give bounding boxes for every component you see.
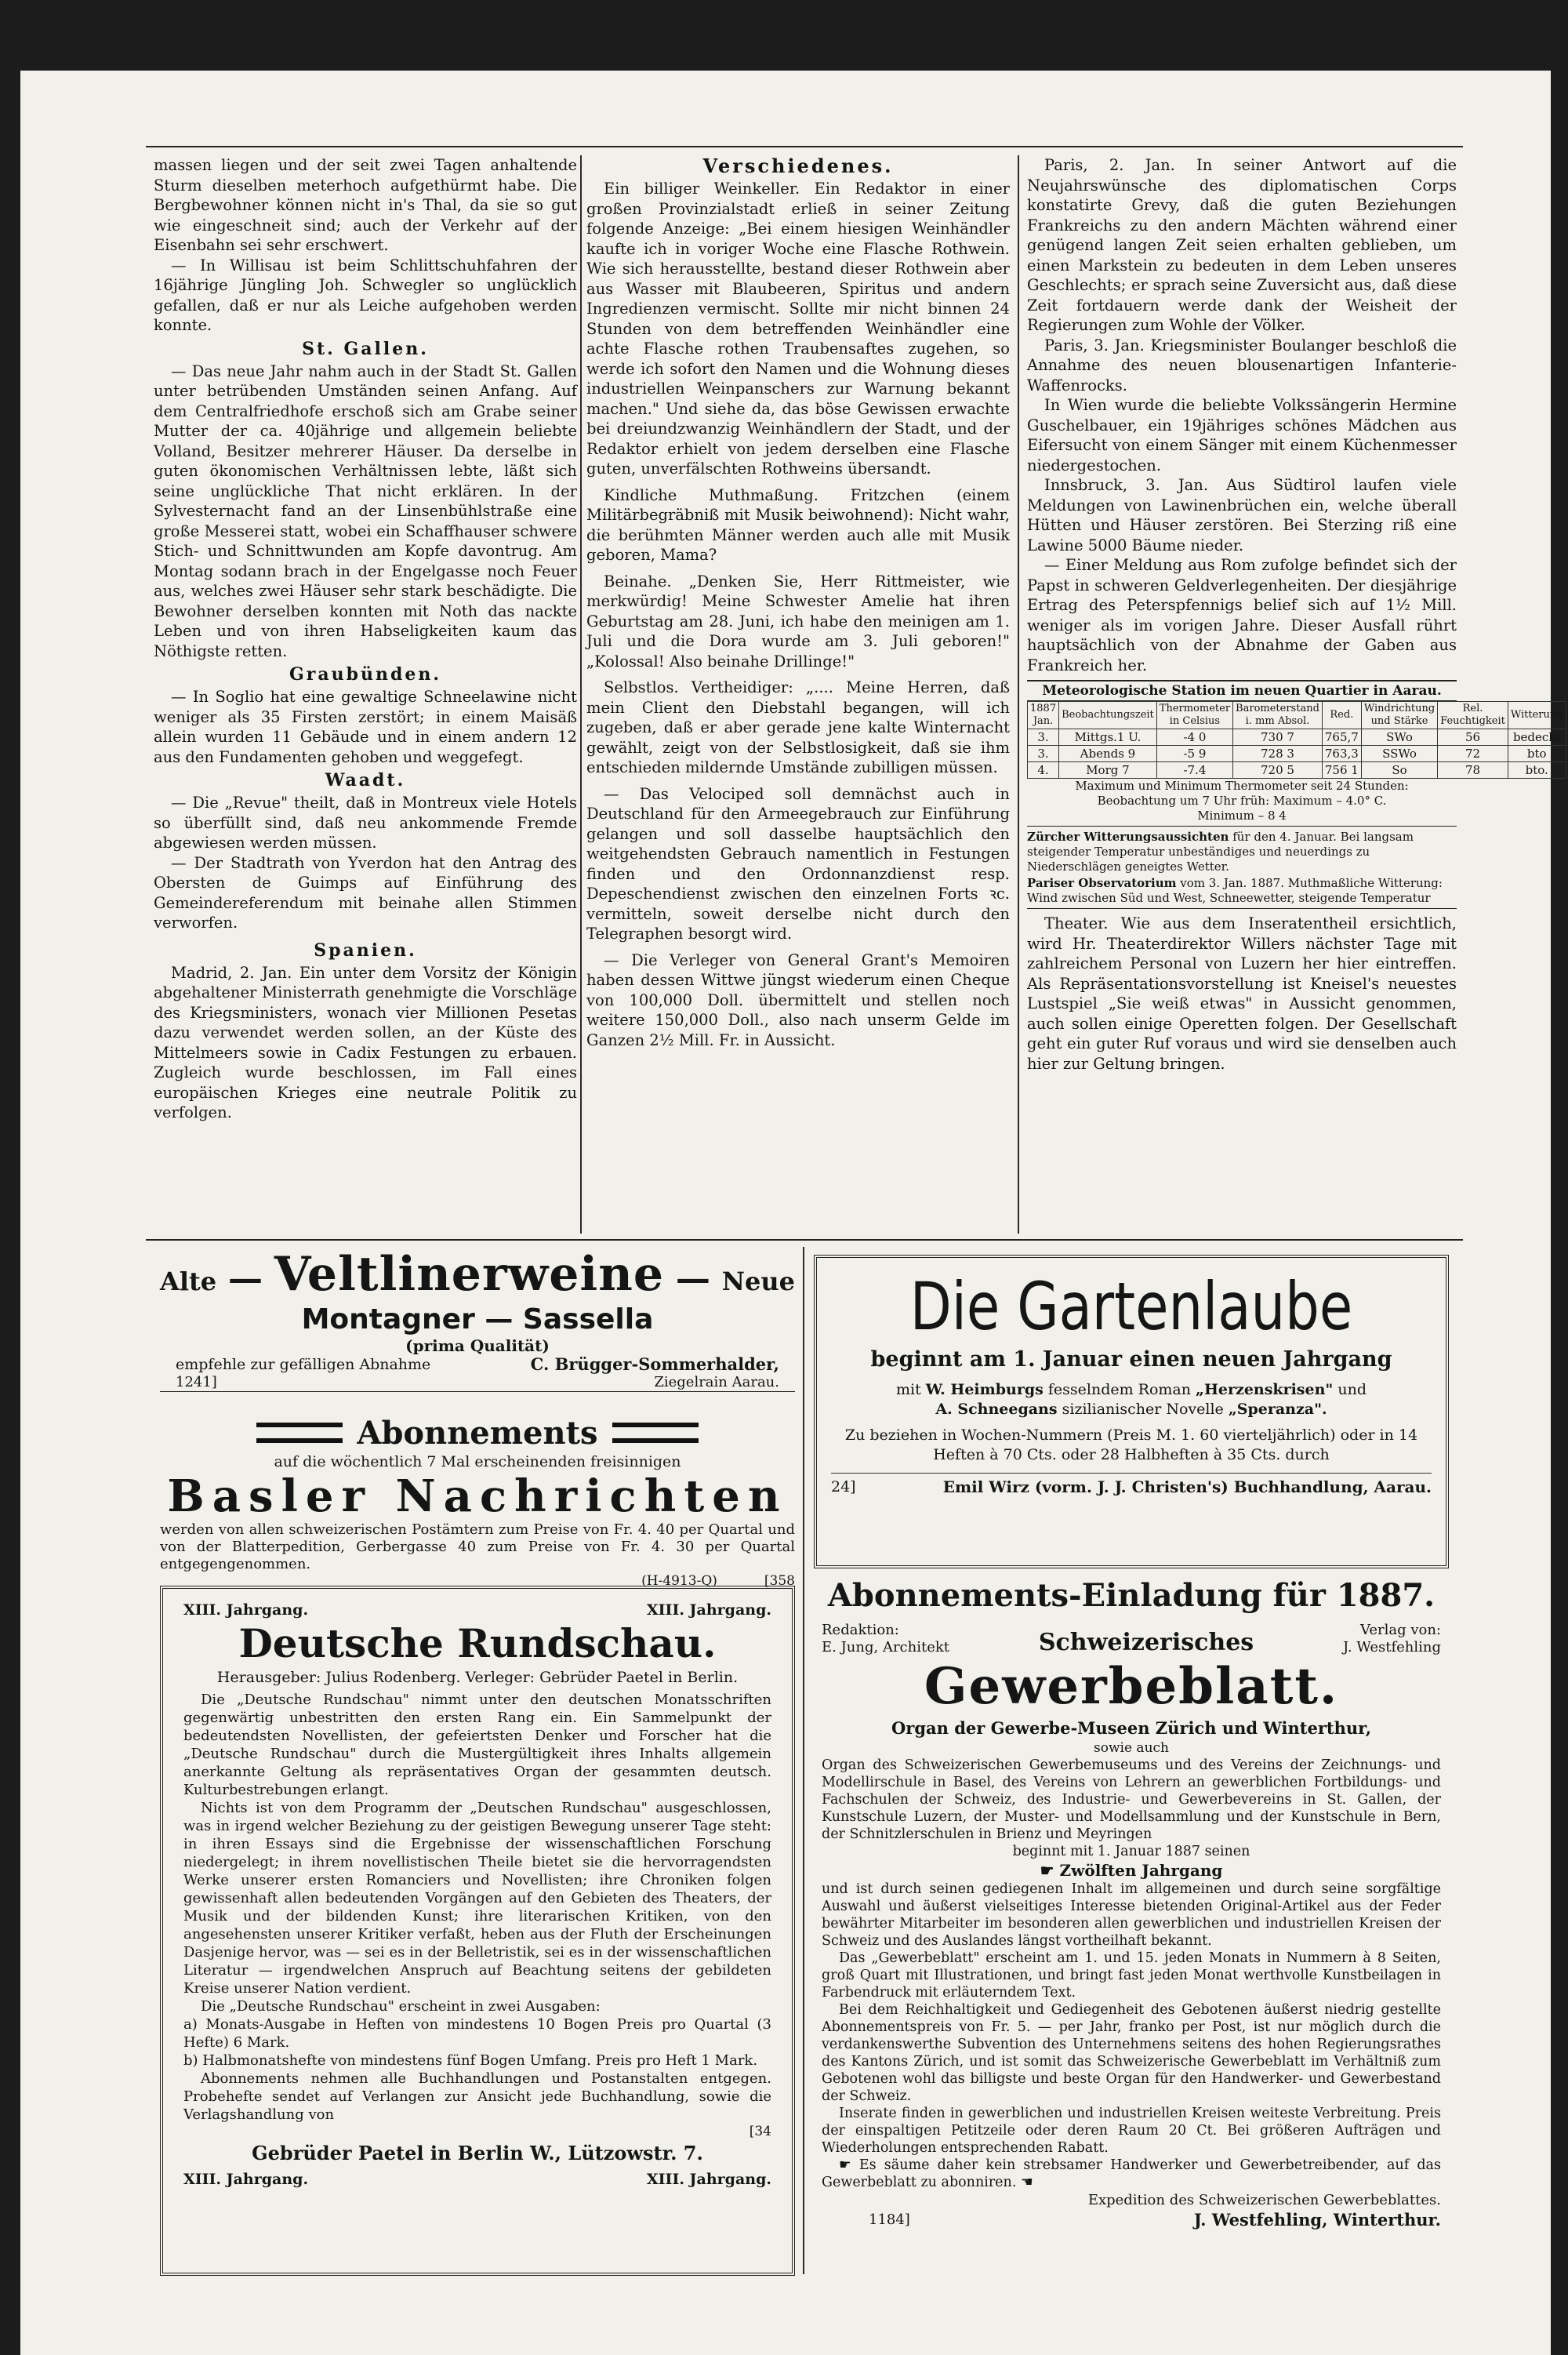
paris-observatory-text: vom 3. Jan. 1887. Muthmaßliche Witterung: Wind zwischen Süd und West, Schneewetter, steigende Temperatur — [1027, 876, 1443, 905]
ad-gartenlaube — [814, 1255, 1449, 1568]
rundschau-edition-a: a) Monats-Ausgabe in Heften von mindestens 10 Bogen Preis pro Quartal (3 Hefte) 6 Mark. — [183, 2016, 771, 2051]
weather-note: Beobachtung um 7 Uhr früh: Maximum – 4.0° C. — [1097, 794, 1387, 808]
pointing-hand-icon: ☛ — [1040, 1861, 1060, 1880]
rundschau-year: XIII. Jahrgang. — [646, 2171, 771, 2188]
gewerbe-content: und ist durch seinen gediegenen Inhalt im allgemeinen und durch seine sorgfältige Auswahl und äußerst vielseitiges Interesse bietenden Original-Artikel aus der Feder bewährter Mitarbeiter im besonderen allen gewerblichen und industriellen Kreisen der Schweiz und des Auslandes längst vortheilhaft bekannt. — [822, 1881, 1441, 1949]
weather-cell: Abends 9 — [1059, 746, 1157, 762]
gewerbe-swiss: Schweizerisches — [1038, 1629, 1254, 1656]
column-divider — [580, 155, 582, 1234]
veltliner-address: Ziegelrain Aarau. — [654, 1374, 779, 1390]
veltliner-title-row — [160, 1247, 795, 1303]
article-theater: Theater. Wie aus dem Inseratentheil ersichtlich, wird Hr. Theaterdirektor Willers nächster Tage mit zahlreichem Personal von Luzern her hier eintreffen. Als Repräsentationsvorstellung ist Kneisel's neuestes Lustspiel „Sie weiß etwas" in Aussicht genommen, auch sollen einige Operetten folgen. Der Gesellschaft geht ein guter Ruf voraus und wird sie denselben auch hier zur Geltung bringen. — [1027, 914, 1457, 1073]
veltliner-quality: (prima Qualität) — [405, 1336, 550, 1355]
gewerbe-organ: Organ der Gewerbe-Museen Zürich und Winterthur, — [891, 1718, 1372, 1738]
rundschau-year: XIII. Jahrgang. — [646, 1601, 771, 1619]
weather-cell: -7.4 — [1156, 762, 1232, 779]
basler-code: (H-4913-Q) — [641, 1573, 717, 1589]
veltliner-dash: — — [228, 1259, 263, 1299]
section-heading-stgallen: St. Gallen. — [302, 338, 429, 359]
rundschau-top-years — [183, 1601, 771, 1619]
gewerbe-title: Gewerbeblatt. — [924, 1657, 1339, 1716]
article-velociped: — Das Velociped soll demnächst auch in Deutschland für den Armeegebrauch zur Einführung gelangen und soll dasselbe hauptsächlich den weitgehendsten Gebrauch namentlich in Festungen finden und den Ordonnanzdienst resp. Depeschendienst zwischen den einzelnen Forts ꝛc. vermitteln, soweit derselbe nicht durch den Telegraphen besorgt wird. — [586, 784, 1010, 943]
weather-cell: So — [1361, 762, 1437, 779]
weather-cell: 763,3 — [1322, 746, 1361, 762]
weather-cell: SSWo — [1361, 746, 1437, 762]
column-3 — [1027, 155, 1563, 1214]
pointing-hand-icon: ☛ — [839, 2157, 859, 2173]
article-willisau: — In Willisau ist beim Schlittschuhfahren der 16jährige Jüngling Joh. Schwegler so unglücklich gefallen, daß er nur als Leiche aufgehoben werden konnte. — [154, 256, 577, 334]
veltliner-varieties: Montagner — Sassella — [301, 1303, 654, 1336]
section-heading-verschiedenes: Verschiedenes. — [702, 154, 894, 177]
article-beinahe: Beinahe. „Denken Sie, Herr Rittmeister, wie merkwürdig! Meine Schwester Amelie hat ihren Geburtstag am 28. Juni, ich habe den meinigen am 1. Juli und die Dora wurde am 3. Juli geboren!" „Kolossal! Also beinahe Drillinge!" — [586, 572, 1010, 671]
weather-cell: SWo — [1361, 729, 1437, 746]
ad-basler-nachrichten — [160, 1413, 795, 1589]
rundschau-bottom-years — [183, 2171, 771, 2188]
veltliner-title: Veltlinerweine — [274, 1247, 665, 1302]
weather-cell: 730 7 — [1233, 729, 1323, 746]
gewerbe-call-to-action-text: Es säume daher kein strebsamer Handwerker und Gewerbetreibender, auf das Gewerbeblatt zu abonniren. — [822, 2157, 1441, 2190]
weather-cell: 765,7 — [1322, 729, 1361, 746]
weather-cell: bto — [1508, 746, 1566, 762]
gewerbe-editor — [822, 1622, 949, 1656]
rundschau-year: XIII. Jahrgang. — [183, 1601, 309, 1619]
gewerbe-publisher-label: Verlag von: — [1360, 1622, 1441, 1638]
veltliner-seller: C. Brügger-Sommerhalder, — [530, 1354, 779, 1374]
rundschau-program: Nichts ist von dem Programm der „Deutschen Rundschau" ausgeschlossen, was in irgend welcher Beziehung zu der geistigen Bewegung unserer Tage steht: in ihren Essays sind die Ergebnisse der wissenschaftlichen Forschung niedergelegt; in ihrem novellistischen Theile bietet sie die hervorragendsten Werke unserer ersten Romanciers und Novellisten; ihre Chroniken folgen gewissenhaft allen bedeutenden Vorgängen auf den Gebieten des Theaters, der Musik und der bildenden Kunst; ihre literarischen Kritiken, von den angesehensten unserer Kritiker verfaßt, heben aus der Fluth der Erscheinungen Dasjenige hervor, was — sei es in der Belletristik, sei es in der wissenschaftlichen Literatur — irgendwelchen Anspruch auf Beachtung seitens der gebildeten Kreise unserer Nation verdient. — [183, 1800, 771, 1997]
gartenlaube-text: sizilianischer Novelle — [1062, 1401, 1224, 1418]
rundschau-title: Deutsche Rundschau. — [238, 1620, 717, 1666]
weather-row — [1028, 729, 1566, 746]
gartenlaube-new-volume: beginnt am 1. Januar einen neuen Jahrgang — [870, 1347, 1392, 1372]
gewerbe-invitation-heading: Abonnements-Einladung für 1887. — [827, 1577, 1436, 1614]
top-rule — [146, 146, 1463, 147]
rundschau-editions-intro: Die „Deutsche Rundschau" erscheint in zwei Ausgaben: — [201, 1998, 601, 2015]
article-muthmassung: Kindliche Muthmaßung. Fritzchen (einem Militärbegräbniß mit Musik beiwohnend): Nicht wahr, die berühmten Männer werden auch alle mit Musik geboren, Mama? — [586, 485, 1010, 564]
weather-cell: 78 — [1438, 762, 1508, 779]
weather-header-cell: Thermometer in Celsius — [1156, 702, 1232, 729]
gewerbe-call-to-action — [822, 2157, 1441, 2191]
weather-header-cell: Windrichtung und Stärke — [1361, 702, 1437, 729]
gartenlaube-title: Die Gartenlaube — [909, 1268, 1353, 1345]
gewerbe-expedition: Expedition des Schweizerischen Gewerbeblattes. — [1087, 2192, 1441, 2208]
article-paris-1: Paris, 2. Jan. In seiner Antwort auf die Neujahrswünsche des diplomatischen Corps konstatirte Grevy, daß die guten Beziehungen Frankreichs zu den andern Mächten während einer genügend langen Zeit seien erhalten geblieben, um einen Markstein zu bedeuten in dem Leben unseres Geschlechts; er sprach seine Zuversicht aus, daß diese Zeit fortdauern werde dank der Weisheit der Regierungen zum Wohle der Völker. — [1027, 156, 1457, 334]
gartenlaube-pricing: Zu beziehen in Wochen-Nummern (Preis M. 1. 60 vierteljährlich) oder in 14 Heften à 70 Cts. oder 28 Halbheften à 35 Cts. durch — [844, 1426, 1418, 1463]
veltliner-neue: Neue — [721, 1267, 795, 1296]
article-weinkeller: Ein billiger Weinkeller. Ein Redaktor in einer großen Provinzialstadt erließ in seiner Zeitung folgende Anzeige: „Bei einem hiesigen Weinhändler kaufte ich in voriger Woche eine Flasche Rothwein. Wie sich herausstellte, bestand dieser Rothwein aber aus Wasser mit Blaubeeren, Spiritus und andern Ingredienzen vermischt. Sollte mir nicht binnen 24 Stunden von dem betreffenden Weinhändler eine achte Flasche rothen Traubensaftes zugehen, so werde ich sofort den Namen und die Wohnung dieses industriellen Weinpanschers zur Warnung bekannt machen." Und siehe da, das böse Gewissen erwachte bei dreiundzwanzig Weinhändlern der Stadt, und der Redaktor erhielt von jedem derselben eine Flasche guten, unverfälschten Rothweins übersandt. — [586, 180, 1010, 478]
veltliner-seller-row — [160, 1355, 795, 1374]
rundschau-intro: Die „Deutsche Rundschau" nimmt unter den deutschen Monatsschriften gegenwärtig unbestritten den ersten Rang ein. Ein Sammelpunkt der bedeutendsten Novellisten, der gefeiertsten Denker und Forscher hat die „Deutsche Rundschau" durch die Mustergültigkeit ihres Inhalts allgemein anerkannte Geltung als repräsentatives Organ der gesammten deutsch. Kulturbestrebungen erlangt. — [183, 1692, 771, 1798]
section-heading-spanien: Spanien. — [314, 939, 417, 961]
weather-row — [1028, 746, 1566, 762]
basler-intro: auf die wöchentlich 7 Mal erscheinenden freisinnigen — [274, 1453, 681, 1470]
section-heading-graubuenden: Graubünden. — [289, 664, 442, 685]
weather-cell: -5 9 — [1156, 746, 1232, 762]
gewerbe-price: Bei dem Reichhaltigkeit und Gediegenheit des Gebotenen äußerst niedrig gestellte Abonnementspreis von Fr. 5. — per Jahr, franko per Post, ist nur möglich durch die verdankenswerthe Subvention des Unternehmens seitens des hohen Regierungsrathes des Kantons Zürich, und ist somit das Schweizerische Gewerbeblatt im Verhältniß zum Gebotenen wohl das billigste und beste Organ für den Handwerker- und Gewerbestand der Schweiz. — [822, 2002, 1441, 2104]
gewerbe-firm: J. Westfehling, Winterthur. — [1193, 2210, 1441, 2230]
weather-header-cell: Rel. Feuchtigkeit — [1438, 702, 1508, 729]
rundschau-editors: Herausgeber: Julius Rodenberg. Verleger: Gebrüder Paetel in Berlin. — [216, 1669, 739, 1686]
article-montreux: — Die „Revue" theilt, daß in Montreux viele Hotels so überfüllt sind, daß neu ankommende Fremde abgewiesen werden müssen. — [154, 794, 577, 852]
ad-number: 1241] — [176, 1374, 217, 1390]
weather-cell: 720 5 — [1233, 762, 1323, 779]
basler-abonnements-title: Abonnements — [357, 1414, 598, 1452]
gartenlaube-novel-1: „Herzenskrisen" — [1196, 1381, 1334, 1398]
weather-cell: 72 — [1438, 746, 1508, 762]
weather-cell: bedeckt — [1508, 729, 1566, 746]
column-2 — [586, 155, 1010, 1237]
article-text: massen liegen und der seit zwei Tagen anhaltende Sturm dieselben meterhoch aufgethürmt habe. Die Bergbewohner können nicht in's Thal, da sie so gut wie eingeschneit sind; auch der Verkehr auf der Eisenbahn sei sehr erschwert. — [154, 156, 577, 254]
weather-note: Maximum und Minimum Thermometer seit 24 Stunden: — [1075, 779, 1409, 793]
gewerbe-masthead-row — [822, 1622, 1441, 1656]
weather-cell: -4 0 — [1156, 729, 1232, 746]
weather-cell: 56 — [1438, 729, 1508, 746]
veltliner-dash: — — [675, 1259, 710, 1299]
gartenlaube-novel-line — [831, 1380, 1432, 1400]
rundschau-edition-b: b) Halbmonatshefte von mindestens fünf Bogen Umfang. Preis pro Heft 1 Mark. — [183, 2052, 758, 2069]
gartenlaube-bookseller: Emil Wirz (vorm. J. J. Christen's) Buchhandlung, Aarau. — [942, 1477, 1432, 1496]
article-selbstlos: Selbstlos. Vertheidiger: „.... Meine Herren, daß mein Client den Diebstahl begangen, will ich zugeben, daß er aber gerade jene kalte Winternacht gewählt, zeigt von der Selbstlosigkeit, daß sie ihm entschieden mildernde Umstände zubilligen müssen. — [586, 678, 1010, 776]
zurich-forecast-label: Zürcher Witterungsaussichten — [1027, 830, 1229, 844]
rundschau-publisher: Gebrüder Paetel in Berlin W., Lützowstr. 7. — [252, 2142, 703, 2164]
article-stgallen: — Das neue Jahr nahm auch in der Stadt St. Gallen unter betrübenden Umständen seinen Anfang. Auf dem Centralfriedhofe erschoß sich am Grabe seiner Mutter der ca. 40jährige und allgemein beliebte Volland, Besitzer mehrerer Häuser. Da derselbe in guten ökonomischen Verhältnissen lebte, läßt sich seine unglückliche That nicht erklären. In der Sylvesternacht fand an der Linsenbühlstraße eine große Messerei statt, wobei ein Schaffhauser schwere Stich- und Schnittwunden am Kopfe davontrug. Am Montag sodann brach in der Engelgasse noch Feuer aus, welches zwei Häuser sehr stark beschädigte. Die Bewohner derselben konnten mit Noth das nackte Leben und von ihren Habseligkeiten kaum das Nöthigste retten. — [154, 362, 577, 660]
ads-column-divider — [803, 1247, 804, 2274]
veltliner-alte: Alte — [160, 1267, 217, 1296]
weather-note: Minimum – 8 4 — [1027, 809, 1457, 827]
weather-row — [1028, 762, 1566, 779]
article-yverdon: — Der Stadtrath von Yverdon hat den Antrag des Obersten de Guimps auf Einführung des Gemeindereferendum mit beinahe allen Stimmen verworfen. — [154, 853, 577, 932]
basler-nachrichten-name: Basler Nachrichten — [167, 1470, 788, 1522]
weather-cell: 3. — [1028, 746, 1059, 762]
decorative-bars — [256, 1423, 343, 1443]
gartenlaube-und: und — [1338, 1381, 1367, 1398]
gewerbe-inserate: Inserate finden in gewerblichen und industriellen Kreisen weiteste Verbreitung. Preis der einspaltigen Petitzeile oder deren Raum 20 Ct. Bei größeren Aufträgen und Wiederholungen entsprechenden Rabatt. — [822, 2106, 1441, 2156]
ad-number: 24] — [831, 1478, 856, 1495]
column-1 — [154, 155, 577, 1245]
rundschau-subscription: Abonnements nehmen alle Buchhandlungen und Postanstalten entgegen. Probehefte sendet auf Verlangen zur Ansicht jede Buchhandlung, sowie die Verlagshandlung von — [183, 2070, 771, 2123]
gewerbe-begins: beginnt mit 1. Januar 1887 seinen — [1012, 1844, 1250, 1859]
weather-header-cell: Witterung — [1508, 702, 1566, 729]
gewerbe-footer-row — [822, 2210, 1441, 2230]
gewerbe-publisher — [1343, 1622, 1441, 1656]
gewerbe-editor-label: Redaktion: — [822, 1622, 899, 1638]
rundschau-year: XIII. Jahrgang. — [183, 2171, 309, 2188]
gewerbe-publisher-name: J. Westfehling — [1343, 1639, 1441, 1655]
weather-cell: Mittgs.1 U. — [1059, 729, 1157, 746]
zurich-forecast-text: für den 4. Januar. Bei langsam steigender Temperatur unbeständiges und neuerdings zu Niederschlägen geneigtes Wetter. — [1027, 830, 1414, 874]
weather-header-cell: Barometerstand i. mm Absol. — [1233, 702, 1323, 729]
paris-observatory-label: Pariser Observatorium — [1027, 876, 1177, 890]
ad-number: [358 — [764, 1573, 795, 1589]
gewerbe-editor-name: E. Jung, Architekt — [822, 1639, 950, 1655]
gartenlaube-footer-row — [831, 1473, 1432, 1499]
paris-observatory — [1027, 876, 1457, 909]
weather-cell: bto. — [1508, 762, 1566, 779]
gartenlaube-author-2: A. Schneegans — [935, 1401, 1058, 1418]
veltliner-footer-row — [160, 1374, 795, 1392]
pointing-hand-icon: ☚ — [1016, 2175, 1033, 2190]
ad-veltlinerweine — [160, 1247, 795, 1408]
article-rom: — Einer Meldung aus Rom zufolge befindet sich der Papst in schweren Geldverlegenheiten. Der diesjährige Ertrag des Peterspfennigs belief sich auf 1½ Mill. weniger als im vorigen Jahre. Dieser Ausfall rührt hauptsächlich von der Abnahme der Gaben aus Frankreich her. — [1027, 556, 1457, 674]
zurich-forecast — [1027, 830, 1457, 874]
gewerbe-schedule: Das „Gewerbeblatt" erscheint am 1. und 15. jeden Monats in Nummern à 8 Seiten, groß Quart mit Illustrationen, und bringt fast jeden Monat werthvolle Kunstbeilagen in Farbendruck mit erläuterndem Text. — [822, 1950, 1441, 2001]
weather-header-cell: Red. — [1322, 702, 1361, 729]
article-innsbruck: Innsbruck, 3. Jan. Aus Südtirol laufen viele Meldungen von Lawinenbrüchen ein, welche überall Hütten und Häuser zerstören. Bei Sterzing riß eine Lawine 5000 Bäume nieder. — [1027, 476, 1457, 554]
basler-body: werden von allen schweizerischen Postämtern zum Preise von Fr. 4. 40 per Quartal und von der Blatterpedition, Gerbergasse 40 zum Preise von Fr. 4. 30 per Quartal entgegengenommen. — [160, 1521, 795, 1572]
veltliner-offer-text: empfehle zur gefälligen Abnahme — [176, 1356, 431, 1373]
gartenlaube-mit: mit — [895, 1381, 921, 1398]
gartenlaube-author-1: W. Heimburgs — [925, 1381, 1044, 1398]
weather-station-title: Meteorologische Station im neuen Quartier in Aarau. — [1027, 680, 1457, 701]
gartenlaube-text: fesselndem Roman — [1047, 1381, 1191, 1398]
gewerbe-organs-list: Organ des Schweizerischen Gewerbemuseums und des Vereins der Zeichnungs- und Modellirschule in Basel, des Vereins von Lehrern an gewerblichen Fortbildungs- und Fachschulen der Schweiz, des Industrie- und Gewerbevereins in St. Gallen, der Kunstschule Luzern, der Muster- und Modellsammlung und der Kunstschule in Bern, der Schnitzlerschulen in Brienz und Meyringen — [822, 1757, 1441, 1842]
weather-table — [1027, 701, 1566, 779]
article-wien: In Wien wurde die beliebte Volkssängerin Hermine Guschelbauer, ein 19jähriges schönes Mädchen aus Eifersucht von einem Sänger mit einem Küchenmesser niedergestochen. — [1027, 396, 1457, 474]
decorative-bars — [612, 1423, 699, 1443]
weather-cell: 3. — [1028, 729, 1059, 746]
weather-cell: 756 1 — [1322, 762, 1361, 779]
basler-title-row — [160, 1413, 795, 1452]
gewerbe-sowie: sowie auch — [1094, 1740, 1169, 1756]
weather-cell: Morg 7 — [1059, 762, 1157, 779]
ads-divider-rule — [146, 1239, 1463, 1241]
newspaper-page — [20, 71, 1563, 2355]
ad-deutsche-rundschau — [160, 1586, 795, 2276]
column-divider — [1018, 155, 1019, 1234]
weather-header-cell: Beobachtungszeit — [1059, 702, 1157, 729]
gartenlaube-novella-line — [831, 1400, 1432, 1419]
weather-cell: 4. — [1028, 762, 1059, 779]
article-madrid: Madrid, 2. Jan. Ein unter dem Vorsitz der Königin abgehaltener Ministerrath genehmigte die Vorschläge des Kriegsministers, wonach vier Millionen Pesetas dazu verwendet werden sollen, an der Küste des Mittelmeers sowie in Cadix Festungen zu erbauen. Zugleich wurde beschlossen, im Fall eines europäischen Krieges eine neutrale Politik zu verfolgen. — [154, 963, 577, 1121]
ad-gewerbeblatt — [814, 1575, 1449, 2273]
article-paris-2: Paris, 3. Jan. Kriegsminister Boulanger beschloß die Annahme des neuen blousenartigen Infanterie-Waffenrocks. — [1027, 336, 1457, 394]
gartenlaube-novel-2: „Speranza". — [1228, 1401, 1327, 1418]
weather-header-cell: 1887 Jan. — [1028, 702, 1059, 729]
ad-number: 1184] — [869, 2211, 910, 2228]
article-soglio: — In Soglio hat eine gewaltige Schneelawine nicht weniger als 35 Firsten zerstört; in einem Maisäß allein wurden 11 Gebäude und in einem andern 12 aus den Fundamenten gehoben und weggefegt. — [154, 688, 577, 766]
weather-table-header — [1028, 702, 1566, 729]
section-heading-waadt: Waadt. — [325, 770, 406, 790]
article-grant: — Die Verleger von General Grant's Memoiren haben dessen Wittwe jüngst wiederum einen Cheque von 100,000 Doll. übermittelt und stellen noch weitere 150,000 Doll., also nach unserm Gelde im Ganzen 2½ Mill. Fr. in Aussicht. — [586, 950, 1010, 1049]
gewerbe-volume-text: Zwölften Jahrgang — [1059, 1861, 1223, 1880]
gewerbe-volume — [822, 1860, 1441, 1881]
ad-number: [34 — [749, 2124, 771, 2139]
weather-cell: 728 3 — [1233, 746, 1323, 762]
